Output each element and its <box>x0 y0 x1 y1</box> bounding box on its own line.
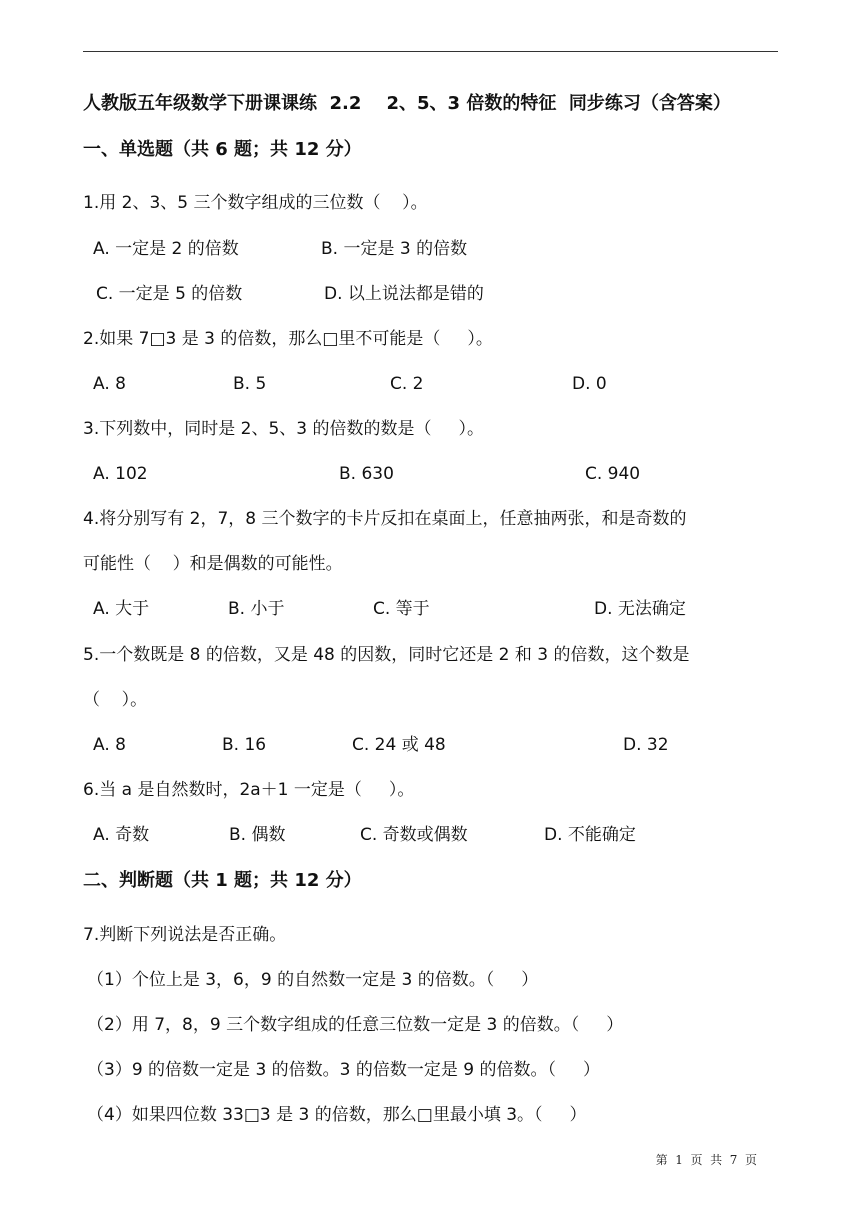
q7-statement-1: （1）个位上是 3，6，9 的自然数一定是 3 的倍数。（ ） <box>87 970 539 990</box>
q2-option-d: D. 0 <box>572 374 607 394</box>
q6-option-b: B. 偶数 <box>229 825 286 845</box>
q7-statement-4: （4）如果四位数 33□3 是 3 的倍数，那么□里最小填 3。（ ） <box>87 1105 587 1125</box>
q5-option-b: B. 16 <box>222 735 267 755</box>
q4-option-c: C. 等于 <box>373 599 430 619</box>
q7-statement-3: （3）9 的倍数一定是 3 的倍数。3 的倍数一定是 9 的倍数。（ ） <box>87 1060 601 1080</box>
q1-option-a: A. 一定是 2 的倍数 <box>93 239 239 259</box>
q1-option-b: B. 一定是 3 的倍数 <box>321 239 468 259</box>
section-heading-true-false: 二、判断题（共 1 题；共 12 分） <box>83 870 362 891</box>
q5-option-a: A. 8 <box>93 735 126 755</box>
q2-option-a: A. 8 <box>93 374 126 394</box>
q4-option-a: A. 大于 <box>93 599 150 619</box>
q4-option-b: B. 小于 <box>228 599 285 619</box>
q3-option-b: B. 630 <box>339 464 394 484</box>
q2-option-b: B. 5 <box>233 374 267 394</box>
document-title: 人教版五年级数学下册课课练 2.2 2、5、3 倍数的特征 同步练习（含答案） <box>83 93 731 114</box>
question-1-stem: 1.用 2、3、5 三个数字组成的三位数（ ）。 <box>83 193 428 213</box>
question-5-stem-line-1: 5.一个数既是 8 的倍数，又是 48 的因数，同时它还是 2 和 3 的倍数，这个数是 <box>83 645 690 665</box>
question-4-stem-line-1: 4.将分别写有 2，7，8 三个数字的卡片反扣在桌面上，任意抽两张，和是奇数的 <box>83 509 687 529</box>
q7-statement-2: （2）用 7，8，9 三个数字组成的任意三位数一定是 3 的倍数。（ ） <box>87 1015 624 1035</box>
question-2-stem: 2.如果 7□3 是 3 的倍数，那么□里不可能是（ ）。 <box>83 329 493 349</box>
question-7-stem: 7.判断下列说法是否正确。 <box>83 925 287 945</box>
question-5-stem-line-2: （ ）。 <box>83 690 148 710</box>
q5-option-d: D. 32 <box>623 735 669 755</box>
question-3-stem: 3.下列数中，同时是 2、5、3 的倍数的数是（ ）。 <box>83 419 484 439</box>
header-rule <box>83 51 778 52</box>
q2-option-c: C. 2 <box>390 374 424 394</box>
q3-option-a: A. 102 <box>93 464 148 484</box>
q6-option-d: D. 不能确定 <box>544 825 636 845</box>
q3-option-c: C. 940 <box>585 464 641 484</box>
q6-option-c: C. 奇数或偶数 <box>360 825 468 845</box>
q5-option-c: C. 24 或 48 <box>352 735 446 755</box>
section-heading-single-choice: 一、单选题（共 6 题；共 12 分） <box>83 139 362 160</box>
page-number-footer: 第 1 页 共 7 页 <box>655 1153 757 1167</box>
q4-option-d: D. 无法确定 <box>594 599 686 619</box>
question-4-stem-line-2: 可能性（ ）和是偶数的可能性。 <box>83 554 343 574</box>
question-6-stem: 6.当 a 是自然数时，2a＋1 一定是（ ）。 <box>83 780 415 800</box>
q1-option-d: D. 以上说法都是错的 <box>324 284 484 304</box>
q6-option-a: A. 奇数 <box>93 825 150 845</box>
q1-option-c: C. 一定是 5 的倍数 <box>96 284 243 304</box>
